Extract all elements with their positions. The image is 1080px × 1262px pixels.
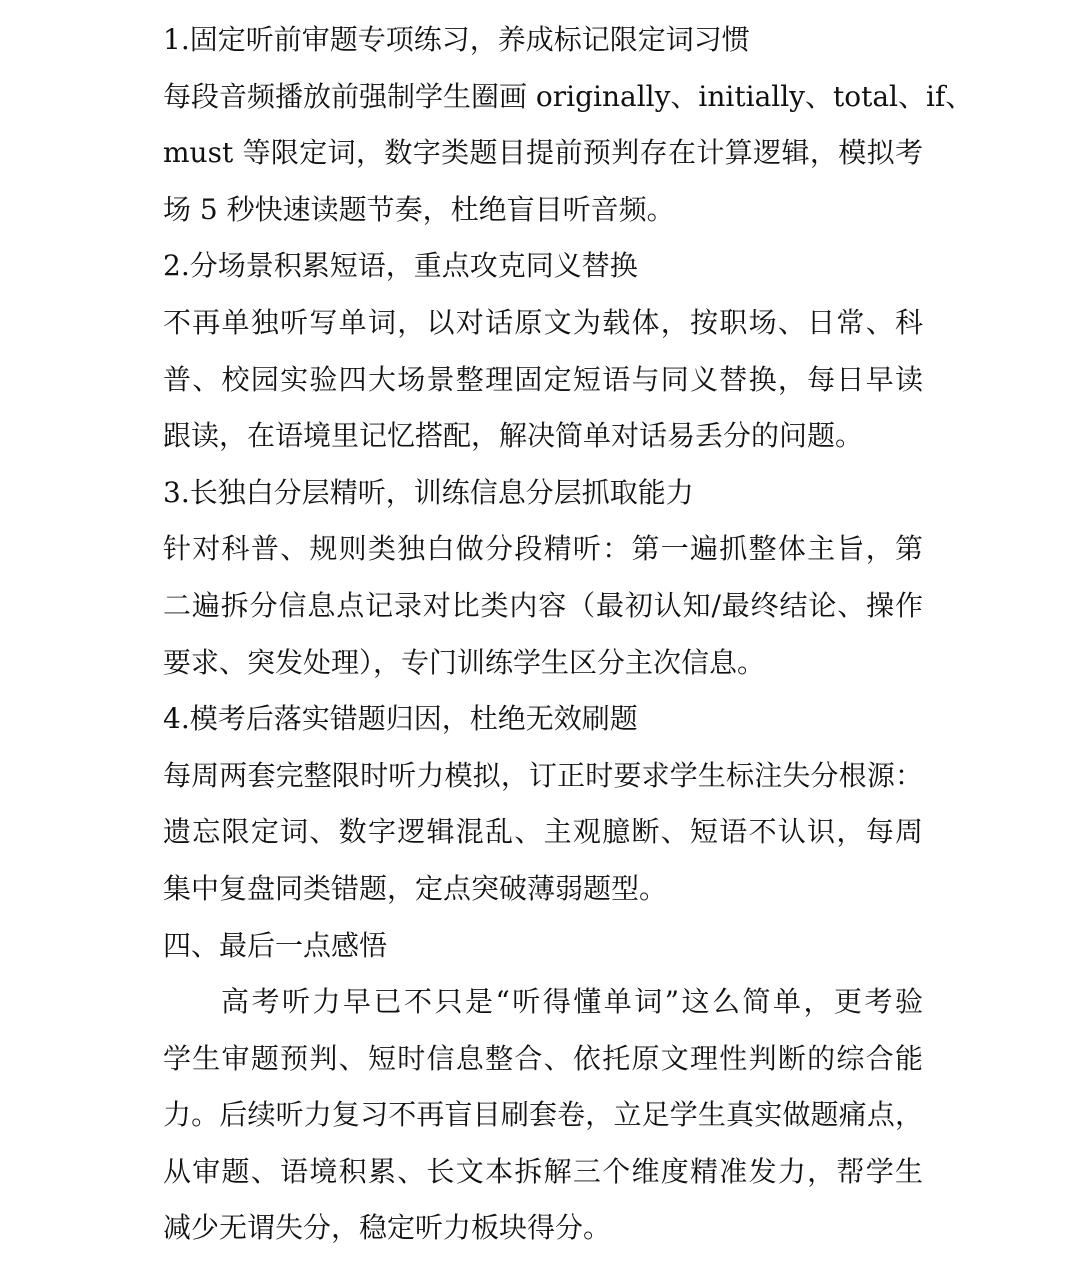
paragraph-line: 高考听力早已不只是“听得懂单词”这么简单，更考验 <box>221 985 923 1019</box>
section-heading-4: 4.模考后落实错题归因，杜绝无效刷题 <box>163 702 638 736</box>
paragraph-line: 跟读，在语境里记忆搭配，解决简单对话易丢分的问题。 <box>163 419 864 453</box>
chapter-heading: 四、最后一点感悟 <box>163 928 388 962</box>
section-heading-2: 2.分场景积累短语，重点攻克同义替换 <box>163 249 638 283</box>
paragraph-line: 从审题、语境积累、长文本拆解三个维度精准发力，帮学生 <box>163 1154 923 1188</box>
paragraph-line: 二遍拆分信息点记录对比类内容（最初认知/最终结论、操作 <box>163 588 923 622</box>
paragraph-line: 场 5 秒快速读题节奏，杜绝盲目听音频。 <box>163 192 675 226</box>
document-body <box>163 12 974 1257</box>
paragraph-line: 遗忘限定词、数字逻辑混乱、主观臆断、短语不认识，每周 <box>163 815 923 849</box>
paragraph-line: 针对科普、规则类独白做分段精听：第一遍抓整体主旨，第 <box>163 532 923 566</box>
section-heading-1: 1.固定听前审题专项练习，养成标记限定词习惯 <box>163 23 750 56</box>
paragraph-line: 不再单独听写单词，以对话原文为载体，按职场、日常、科 <box>163 305 923 339</box>
paragraph-line: must 等限定词，数字类题目提前预判存在计算逻辑，模拟考 <box>163 136 923 170</box>
section-heading-3: 3.长独白分层精听，训练信息分层抓取能力 <box>163 475 694 509</box>
paragraph-line: 集中复盘同类错题，定点突破薄弱题型。 <box>163 871 668 905</box>
paragraph-line: 要求、突发处理），专门训练学生区分主次信息。 <box>163 645 766 679</box>
paragraph-line: 每周两套完整限时听力模拟，订正时要求学生标注失分根源： <box>163 758 923 792</box>
paragraph-line: 减少无谓失分，稳定听力板块得分。 <box>163 1211 612 1245</box>
paragraph-line: 学生审题预判、短时信息整合、依托原文理性判断的综合能 <box>163 1041 923 1075</box>
paragraph-line: 每段音频播放前强制学生圈画 originally、initially、total、if、 <box>163 79 974 113</box>
paragraph-line: 普、校园实验四大场景整理固定短语与同义替换，每日早读 <box>163 362 923 396</box>
paragraph-line: 力。后续听力复习不再盲目刷套卷，立足学生真实做题痛点， <box>163 1098 923 1132</box>
